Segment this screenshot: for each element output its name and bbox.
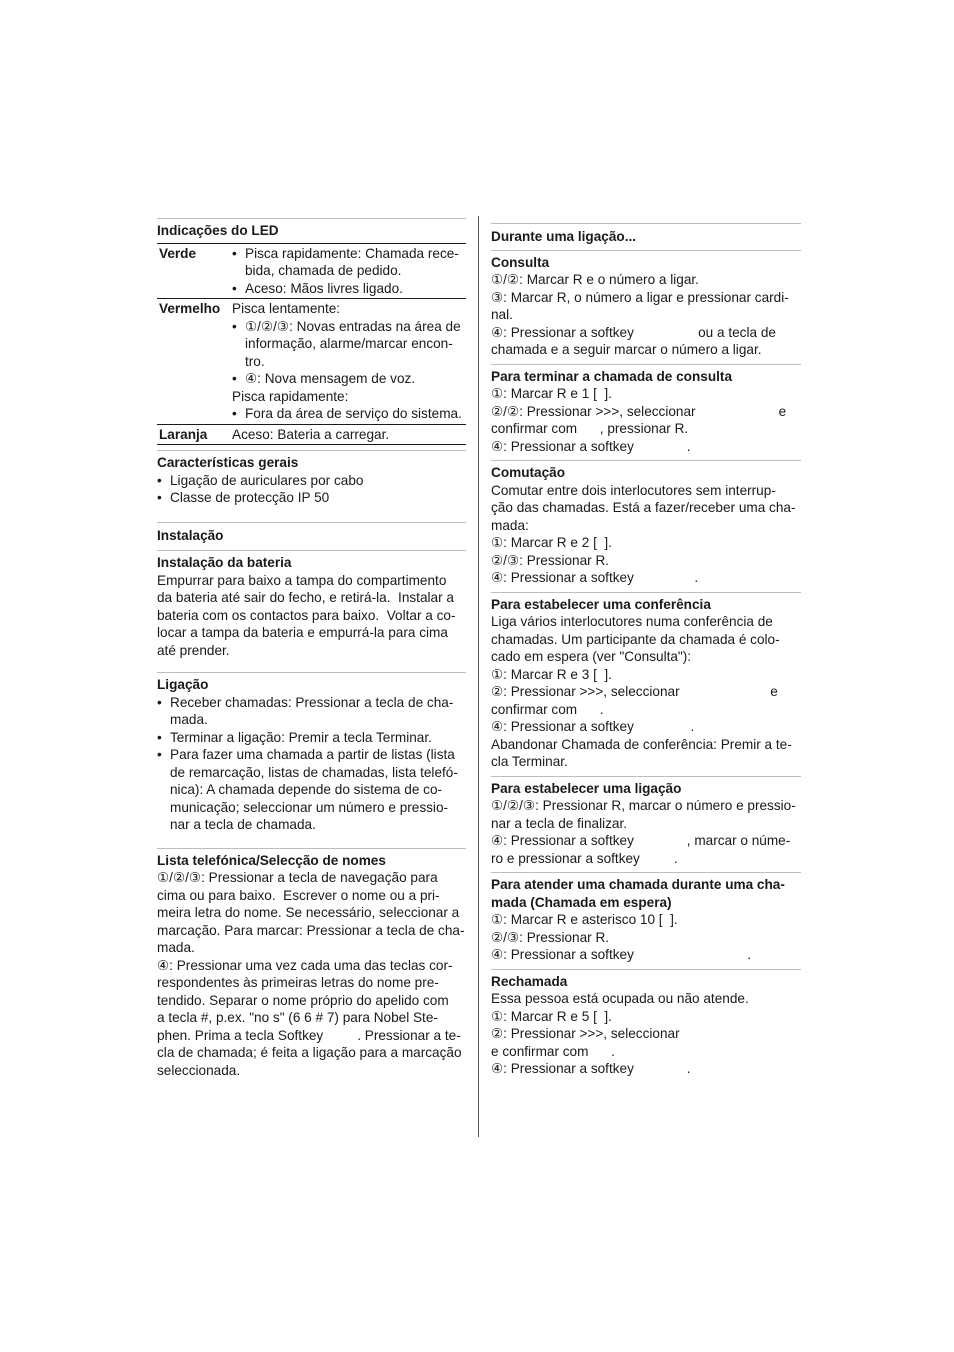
right-section bbox=[491, 776, 801, 868]
led-color-label: Verde bbox=[159, 245, 197, 261]
text-line: meira letra do nome. Se necessário, seleccionar a bbox=[157, 905, 460, 920]
section-text bbox=[491, 482, 801, 587]
text-line: ②: Pressionar >>>, seleccionar bbox=[491, 1026, 680, 1041]
text-line: Comutar entre dois interlocutores sem interrup- bbox=[491, 482, 776, 498]
right-section bbox=[491, 872, 801, 964]
text-line: confirmar com , pressionar R. bbox=[491, 421, 689, 436]
section-text bbox=[491, 990, 801, 1078]
led-line: tro. bbox=[245, 353, 265, 369]
battery-heading: Instalação da bateria bbox=[157, 555, 292, 570]
heading-line: Para atender uma chamada durante uma cha- bbox=[491, 877, 785, 892]
text-line: ②/③: Pressionar R. bbox=[491, 929, 610, 945]
text-line: municação; seleccionar um número e pressio- bbox=[170, 799, 449, 815]
text-line: cado em espera (ver "Consulta"): bbox=[491, 649, 692, 664]
text-line: ro e pressionar a softkey . bbox=[491, 850, 678, 866]
right-section bbox=[491, 364, 801, 456]
text-line: ①: Marcar R e asterisco 10 [ ]. bbox=[491, 912, 678, 927]
battery-text bbox=[157, 572, 466, 660]
column-divider bbox=[478, 216, 479, 1137]
text-line: ③: Marcar R, o número a ligar e pressionar cardi- bbox=[491, 289, 789, 305]
text-line: mada: bbox=[491, 517, 529, 533]
install-heading: Instalação bbox=[157, 527, 224, 543]
list-item: • Classe de protecção IP 50 bbox=[157, 489, 466, 507]
text-line: a tecla #, p.ex. "no s" (6 6 # 7) para Nobel Ste- bbox=[157, 1010, 438, 1025]
text-line: respondentes às primeiras letras do nome pre- bbox=[157, 975, 439, 990]
heading-line: Rechamada bbox=[491, 973, 568, 989]
led-line: Pisca rapidamente: bbox=[232, 388, 349, 404]
heading-line: Consulta bbox=[491, 254, 550, 270]
text-line: ①/②/③: Pressionar a tecla de navegação para bbox=[157, 870, 438, 885]
text-line: cla Terminar. bbox=[491, 754, 568, 769]
text-line: ②/②: Pressionar >>>, seleccionar e bbox=[491, 403, 787, 419]
section-text bbox=[491, 613, 801, 771]
text-line: Abandonar Chamada de conferência: Premir a te- bbox=[491, 736, 792, 752]
text-line: ①: Marcar R e 3 [ ]. bbox=[491, 666, 612, 682]
led-line: • Pisca rapidamente: Chamada rece- bbox=[232, 245, 466, 263]
heading-line: mada (Chamada em espera) bbox=[491, 894, 672, 910]
heading-line: Para terminar a chamada de consulta bbox=[491, 368, 733, 384]
text-line: ④: Pressionar a softkey . bbox=[491, 1061, 691, 1076]
text-line: até prender. bbox=[157, 642, 230, 658]
section-text bbox=[491, 271, 801, 359]
text-line: Essa pessoa está ocupada ou não atende. bbox=[491, 991, 749, 1006]
connection-section bbox=[157, 672, 466, 834]
text-line: ①/②: Marcar R e o número a ligar. bbox=[491, 272, 699, 287]
section-text bbox=[491, 385, 801, 455]
text-line: ④: Pressionar a softkey . bbox=[491, 570, 699, 585]
list-item bbox=[157, 729, 466, 747]
install-section bbox=[157, 522, 466, 545]
section-heading bbox=[491, 593, 801, 614]
list-item bbox=[157, 746, 466, 834]
battery-section bbox=[157, 550, 466, 659]
text-line: nar a tecla de finalizar. bbox=[491, 815, 628, 831]
text-line: cima ou para baixo. Escrever o nome ou a pri- bbox=[157, 887, 440, 903]
text-line: chamadas. Um participante da chamada é colo- bbox=[491, 631, 780, 647]
text-line: mada. bbox=[170, 712, 208, 727]
text-line: ④: Pressionar a softkey . bbox=[491, 719, 695, 734]
text-line: ④: Pressionar a softkey . bbox=[491, 438, 691, 454]
heading-line: Comutação bbox=[491, 465, 566, 480]
text-line: ①: Marcar R e 1 [ ]. bbox=[491, 386, 612, 401]
led-row bbox=[157, 243, 466, 299]
text-line: nar a tecla de chamada. bbox=[170, 817, 316, 832]
led-line: bida, chamada de pedido. bbox=[245, 263, 402, 278]
text-line: cla de chamada; é feita a ligação para a marcação bbox=[157, 1045, 462, 1060]
text-line: chamada e a seguir marcar o número a ligar. bbox=[491, 342, 762, 357]
led-line: • Aceso: Mãos livres ligado. bbox=[232, 280, 466, 298]
right-section bbox=[491, 969, 801, 1078]
text-line: marcação. Para marcar: Pressionar a tecla de cha- bbox=[157, 922, 465, 938]
led-table bbox=[157, 243, 466, 446]
text-line: seleccionada. bbox=[157, 1062, 241, 1078]
right-section bbox=[491, 460, 801, 587]
general-list bbox=[157, 472, 466, 507]
led-line: • ④: Nova mensagem de voz. bbox=[232, 370, 466, 388]
led-row bbox=[157, 424, 466, 445]
led-description bbox=[232, 424, 466, 445]
heading-line: Para estabelecer uma ligação bbox=[491, 780, 682, 796]
general-section bbox=[157, 450, 466, 507]
text-line: phen. Prima a tecla Softkey . Pressionar a te- bbox=[157, 1027, 461, 1043]
text-line: ção das chamadas. Está a fazer/receber uma cha- bbox=[491, 500, 796, 515]
list-item bbox=[157, 694, 466, 729]
text-line: • Terminar a ligação: Premir a tecla Terminar. bbox=[170, 729, 432, 745]
phonebook-text bbox=[157, 869, 466, 1079]
led-color-label: Vermelho bbox=[159, 301, 221, 316]
text-line: tendido. Separar o nome próprio do apelido com bbox=[157, 992, 449, 1008]
right-section bbox=[491, 592, 801, 771]
text-line: locar a tampa da bateria e empurrá-la para cima bbox=[157, 625, 448, 640]
right-sections bbox=[491, 250, 801, 1078]
text-line: ①: Marcar R e 5 [ ]. bbox=[491, 1008, 612, 1024]
led-color-label: Laranja bbox=[159, 426, 208, 442]
led-description bbox=[232, 243, 466, 299]
list-item: • Ligação de auriculares por cabo bbox=[157, 472, 466, 490]
section-heading bbox=[491, 461, 801, 482]
text-line: Empurrar para baixo a tampa do compartimento bbox=[157, 572, 447, 588]
heading-line: Para estabelecer uma conferência bbox=[491, 596, 711, 612]
section-heading bbox=[491, 365, 801, 386]
text-line: ④: Pressionar a softkey . bbox=[491, 947, 751, 962]
phonebook-section bbox=[157, 848, 466, 1080]
text-line: ②: Pressionar >>>, seleccionar e bbox=[491, 684, 778, 699]
text-line: ②/③: Pressionar R. bbox=[491, 552, 610, 568]
section-heading bbox=[491, 777, 801, 798]
during-heading: Durante uma ligação... bbox=[491, 229, 637, 244]
phonebook-heading: Lista telefónica/Selecção de nomes bbox=[157, 852, 386, 868]
section-heading bbox=[491, 873, 801, 911]
left-column bbox=[157, 218, 466, 1079]
general-heading: Características gerais bbox=[157, 455, 299, 470]
section-text bbox=[491, 797, 801, 867]
text-line: Liga vários interlocutores numa conferência de bbox=[491, 614, 773, 629]
led-line: informação, alarme/marcar encon- bbox=[245, 336, 453, 351]
text-line: nica): A chamada depende do sistema de co- bbox=[170, 782, 443, 797]
right-section bbox=[491, 250, 801, 359]
led-row bbox=[157, 299, 466, 425]
led-line: Aceso: Bateria a carregar. bbox=[232, 426, 390, 442]
during-section bbox=[491, 223, 801, 250]
text-line: • Para fazer uma chamada a partir de listas (lista bbox=[170, 747, 455, 762]
text-line: ①/②/③: Pressionar R, marcar o número e pressio- bbox=[491, 798, 796, 813]
text-line: ①: Marcar R e 2 [ ]. bbox=[491, 535, 612, 550]
text-line: de remarcação, listas de chamadas, lista telefó- bbox=[170, 764, 458, 780]
text-line: bateria com os contactos para baixo. Voltar a co- bbox=[157, 607, 456, 623]
led-line: • ①/②/③: Novas entradas na área de bbox=[232, 318, 466, 336]
led-description bbox=[232, 299, 466, 425]
text-line: • Receber chamadas: Pressionar a tecla de cha- bbox=[170, 694, 454, 710]
led-section bbox=[157, 218, 466, 445]
connection-heading: Ligação bbox=[157, 677, 209, 692]
text-line: nal. bbox=[491, 307, 513, 322]
text-line: mada. bbox=[157, 940, 195, 955]
text-line: e confirmar com . bbox=[491, 1043, 615, 1059]
section-heading bbox=[491, 251, 801, 272]
section-text bbox=[491, 911, 801, 964]
text-line: ④: Pressionar uma vez cada uma das teclas cor- bbox=[157, 957, 453, 973]
led-line: Pisca lentamente: bbox=[232, 301, 341, 316]
connection-list bbox=[157, 694, 466, 834]
text-line: confirmar com . bbox=[491, 701, 604, 717]
right-column bbox=[491, 223, 801, 1078]
text-line: da bateria até sair do fecho, e retirá-la. Instalar a bbox=[157, 590, 454, 605]
text-line: ④: Pressionar a softkey , marcar o núme- bbox=[491, 833, 791, 848]
text-line: ④: Pressionar a softkey ou a tecla de bbox=[491, 324, 776, 340]
section-heading bbox=[491, 970, 801, 991]
led-line: • Fora da área de serviço do sistema. bbox=[232, 405, 466, 423]
led-heading: Indicações do LED bbox=[157, 223, 279, 238]
